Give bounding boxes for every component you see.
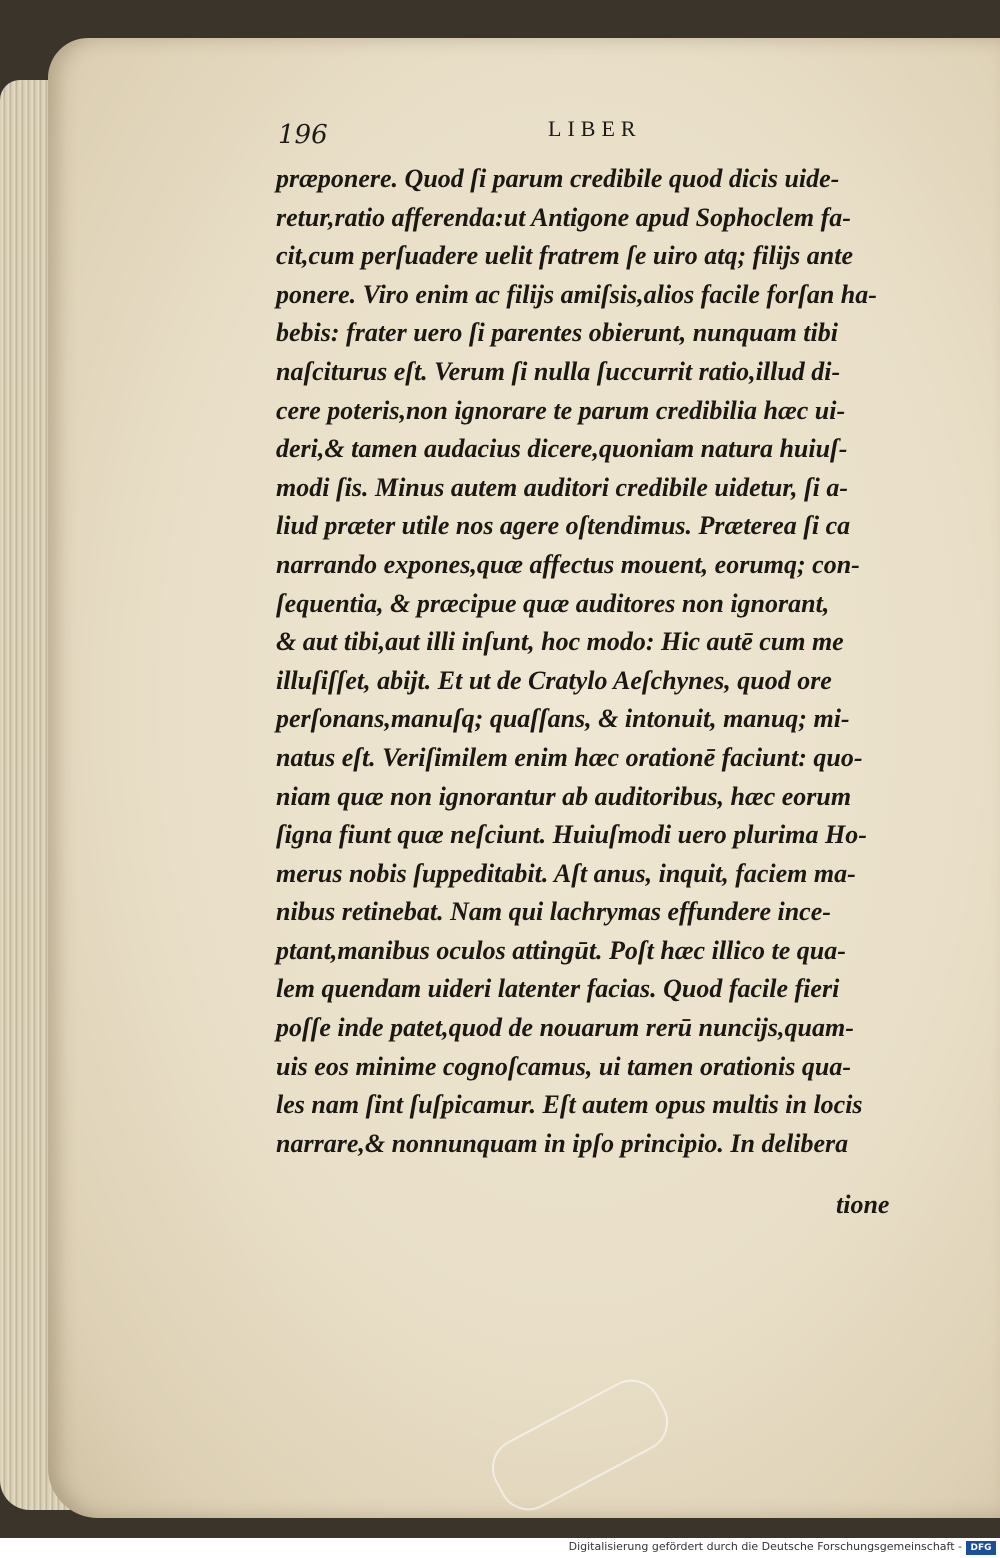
text-line: cit,cum perſuadere uelit fratrem ſe uiro atq; filijs ante	[276, 241, 854, 271]
dfg-logo-icon: DFG	[966, 1541, 996, 1555]
text-line: poſſe inde patet,quod de nouarum rerū nuncijs,quam-	[276, 1013, 854, 1043]
running-head: LIBER	[548, 116, 642, 141]
text-line: modi ſis. Minus autem auditori credibile uidetur, ſi a-	[276, 472, 849, 502]
text-line: deri,& tamen audacius dicere,quoniam natura huiuſ-	[276, 434, 848, 464]
page-header	[278, 110, 908, 150]
text-line: bebis: frater uero ſi parentes obierunt, nunquam tibi	[276, 318, 838, 348]
text-line: natus eſt. Veriſimilem enim hæc orationē faciunt: quo-	[276, 742, 863, 772]
body-text	[276, 160, 916, 1163]
text-line: niam quæ non ignorantur ab auditoribus, hæc eorum	[276, 781, 852, 811]
text-line: cere poteris,non ignorare te parum credibilia hæc ui-	[276, 395, 846, 425]
text-line: narrare,& nonnunquam in ipſo principio. In delibera	[276, 1128, 849, 1158]
text-line: ponere. Viro enim ac filijs amiſsis,alios facile forſan ha-	[276, 279, 877, 309]
text-line: retur,ratio afferenda:ut Antigone apud Sophoclem fa-	[276, 202, 851, 232]
text-line: uis eos minime cognoſcamus, ui tamen orationis qua-	[276, 1051, 851, 1081]
text-line: naſciturus eſt. Verum ſi nulla ſuccurrit ratio,illud di-	[276, 356, 841, 386]
text-line: præponere. Quod ſi parum credibile quod dicis uide-	[276, 164, 840, 193]
text-line: illuſiſſet, abijt. Et ut de Cratylo Aeſchynes, quod ore	[276, 665, 832, 695]
text-line: & aut tibi,aut illi inſunt, hoc modo: Hic autē cum me	[276, 627, 844, 657]
text-line: merus nobis ſuppeditabit. Aſt anus, inquit, faciem ma-	[276, 858, 856, 888]
text-line: les nam ſint ſuſpicamur. Eſt autem opus multis in locis	[276, 1090, 863, 1120]
text-line: lem quendam uideri latenter facias. Quod facile fieri	[276, 974, 840, 1004]
text-line: ptant,manibus oculos attingūt. Poſt hæc illico te qua-	[276, 935, 846, 965]
text-line: narrando expones,quæ affectus mouent, eorumq; con-	[276, 549, 860, 579]
text-line: ſequentia, & præcipue quæ auditores non ignorant,	[276, 588, 830, 618]
page-number: 196	[278, 120, 328, 150]
footer-bar	[0, 1538, 1000, 1558]
text-line: ſigna fiunt quæ neſciunt. Huiuſmodi uero plurima Ho-	[276, 820, 867, 850]
text-line: nibus retinebat. Nam qui lachrymas effundere ince-	[276, 897, 831, 927]
text-line: liud præter utile nos agere oſtendimus. Præterea ſi ca	[276, 511, 851, 541]
text-line: perſonans,manuſq; quaſſans, & intonuit, manuq; mi-	[276, 704, 850, 734]
catchword: tione	[836, 1190, 890, 1219]
funding-credit: Digitalisierung gefördert durch die Deutsche Forschungsgemeinschaft -	[568, 1540, 962, 1553]
